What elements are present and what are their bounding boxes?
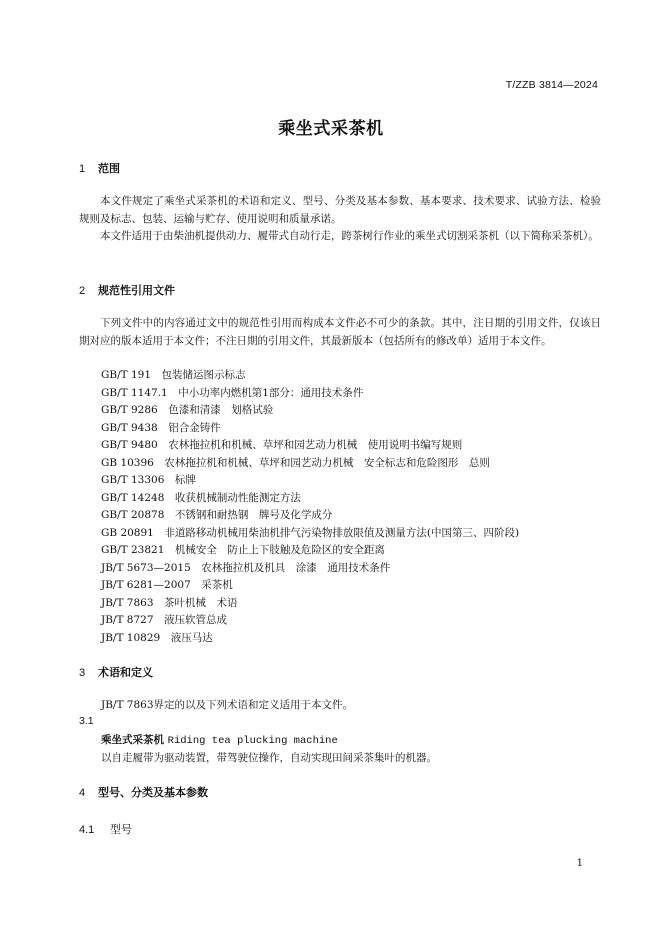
reference-item: JB/T 7863 茶叶机械 术语 bbox=[101, 597, 238, 609]
subsection-title: 型号 bbox=[110, 823, 132, 836]
section-number: 1 bbox=[79, 163, 86, 175]
section-title: 术语和定义 bbox=[98, 666, 153, 679]
reference-item: JB/T 10829 液压马达 bbox=[101, 632, 213, 644]
document-number: T/ZZB 3814—2024 bbox=[505, 79, 598, 91]
section-1-heading bbox=[79, 160, 120, 176]
section-title: 规范性引用文件 bbox=[98, 284, 175, 297]
section-number: 4 bbox=[79, 787, 86, 799]
section-number: 3 bbox=[79, 667, 86, 679]
term-name-zh: 乘坐式采茶机 bbox=[101, 734, 164, 746]
term-name bbox=[101, 732, 338, 747]
section-3-intro: JB/T 7863界定的以及下列术语和定义适用于本文件。 bbox=[101, 699, 354, 711]
subsection-4-1-heading bbox=[79, 821, 132, 837]
reference-item: GB 20891 非道路移动机械用柴油机排气污染物排放限值及测量方法(中国第三、四阶段) bbox=[101, 527, 520, 539]
term-number: 3.1 bbox=[79, 715, 94, 727]
section-2-heading bbox=[79, 282, 175, 298]
section-2-paragraph-1: 下列文件中的内容通过文中的规范性引用而构成本文件必不可少的条款。其中，注日期的引用文件，仅该日期对应的版本适用于本文件；不注日期的引用文件，其最新版本（包括所有的修改单）适用于本文件。 bbox=[79, 317, 601, 347]
section-4-heading bbox=[79, 784, 208, 800]
section-number: 2 bbox=[79, 285, 86, 297]
section-1-paragraph-1: 本文件规定了乘坐式采茶机的术语和定义、型号、分类及基本参数、基本要求、技术要求、试验方法、检验规则及标志、包装、运输与贮存、使用说明和质量承诺。 bbox=[79, 195, 601, 225]
section-3-heading bbox=[79, 664, 153, 680]
section-1-paragraph-2: 本文件适用于由柴油机提供动力、履带式自动行走，跨茶树行作业的乘坐式切割采茶机（以下简称采茶机）。 bbox=[100, 230, 599, 242]
page-number: 1 bbox=[576, 858, 583, 869]
reference-item: GB/T 23821 机械安全 防止上下肢触及危险区的安全距离 bbox=[101, 544, 385, 556]
reference-item: GB/T 191 包装储运图示标志 bbox=[101, 369, 246, 381]
section-title: 型号、分类及基本参数 bbox=[98, 786, 208, 799]
section-title: 范围 bbox=[98, 162, 120, 175]
reference-item: GB/T 9286 色漆和清漆 划格试验 bbox=[101, 404, 274, 416]
reference-item: GB/T 14248 收获机械制动性能测定方法 bbox=[101, 492, 301, 504]
reference-item: GB/T 9480 农林拖拉机和机械、草坪和园艺动力机械 使用说明书编写规则 bbox=[101, 439, 463, 451]
reference-item: JB/T 8727 液压软管总成 bbox=[101, 614, 228, 626]
reference-item: GB/T 9438 铝合金铸件 bbox=[101, 422, 221, 434]
reference-item: JB/T 6281—2007 采茶机 bbox=[101, 579, 233, 591]
term-name-en: Riding tea plucking machine bbox=[167, 735, 338, 747]
reference-item: GB 10396 农林拖拉机和机械、草坪和园艺动力机械 安全标志和危险图形 总则 bbox=[101, 457, 490, 469]
term-definition: 以自走履带为驱动装置，带驾驶位操作，自动实现田间采茶集叶的机器。 bbox=[101, 752, 437, 764]
reference-item: GB/T 1147.1 中小功率内燃机第1部分：通用技术条件 bbox=[101, 387, 364, 399]
reference-item: JB/T 5673—2015 农林拖拉机及机具 涂漆 通用技术条件 bbox=[101, 562, 391, 574]
subsection-number: 4.1 bbox=[79, 824, 95, 836]
reference-item: GB/T 13306 标牌 bbox=[101, 474, 196, 486]
reference-item: GB/T 20878 不锈钢和耐热钢 牌号及化学成分 bbox=[101, 509, 333, 521]
document-title: 乘坐式采茶机 bbox=[278, 119, 384, 139]
